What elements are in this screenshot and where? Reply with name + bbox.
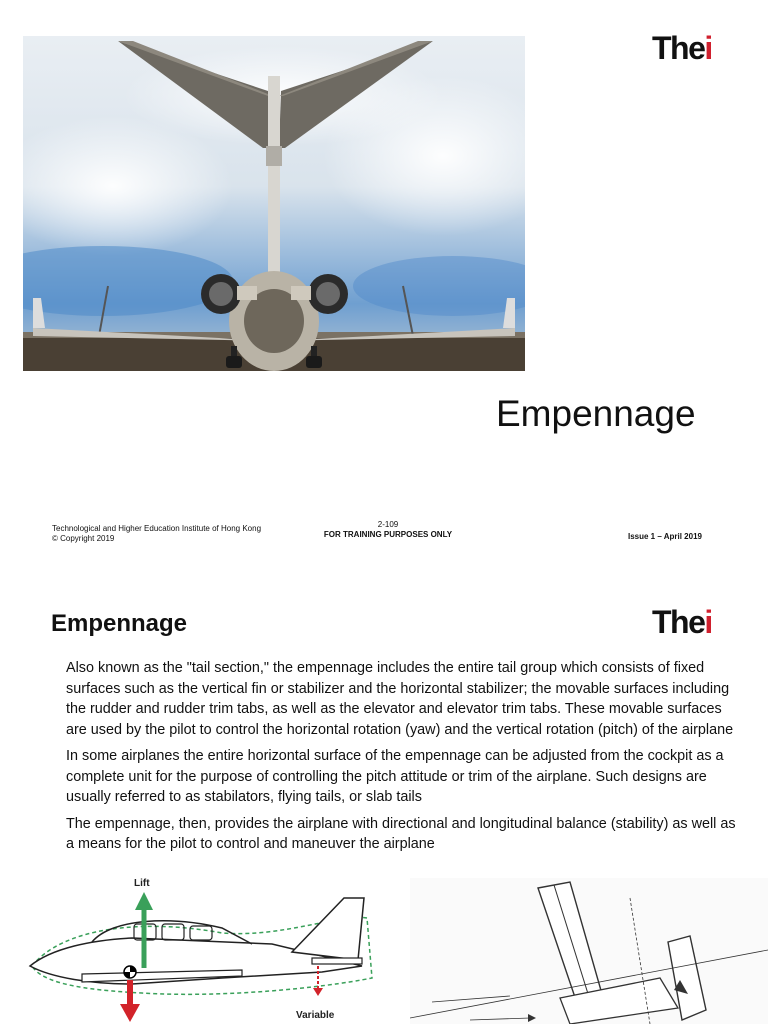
- photo-graphic: [23, 36, 525, 371]
- thei-logo: [652, 606, 712, 638]
- logo-text: The: [652, 30, 705, 66]
- thei-logo: [652, 32, 712, 64]
- tail-axes-graphic: [410, 878, 768, 1024]
- page-number: 2-109: [377, 520, 399, 529]
- copyright-text: © Copyright 2019: [52, 533, 115, 543]
- tail-axes-diagram: [410, 878, 768, 1024]
- variable-label: Variable: [296, 1010, 335, 1021]
- institute-name: Technological and Higher Education Institute of Hong Kong: [52, 524, 262, 533]
- issue-label: Issue 1 – April 2019: [628, 532, 702, 541]
- footer-institute: [52, 524, 261, 543]
- footer-center: [318, 520, 458, 539]
- paragraph: In some airplanes the entire horizontal surface of the empennage can be adjusted from the cockpit as a complete unit for the purpose of controlling the pitch attitude or trim of the airplane. Such designs are usually referred to as stabilators, flying tails, or slab tails: [66, 748, 724, 805]
- logo-text: The: [652, 604, 705, 640]
- logo-accent: i: [704, 30, 712, 66]
- content-slide: [0, 560, 768, 1024]
- slide-heading: Empennage: [51, 610, 188, 637]
- airplane-side-graphic: [22, 878, 382, 1024]
- body-text: [66, 658, 736, 861]
- slide-title: Empennage: [496, 393, 696, 434]
- training-notice: FOR TRAINING PURPOSES ONLY: [323, 529, 453, 539]
- logo-accent: i: [704, 604, 712, 640]
- airplane-side-diagram: [22, 878, 382, 1024]
- airplane-tail-photo: [23, 36, 525, 371]
- paragraph: Also known as the "tail section," the empennage includes the entire tail group which consists of fixed surfaces such as the vertical fin or stabilizer and the horizontal stabilizer; the movable surfaces including the rudder and rudder trim tabs, as well as the elevator and elevator trim tabs. These movable surfaces are used by the pilot to control the horizontal rotation (yaw) and the vertical rotation (pitch) of the airplane: [66, 660, 734, 738]
- lift-label: Lift: [134, 878, 150, 889]
- paragraph: The empennage, then, provides the airplane with directional and longitudinal balance (stability) as well as a means for the pilot to control and maneuver the airplane: [66, 815, 736, 852]
